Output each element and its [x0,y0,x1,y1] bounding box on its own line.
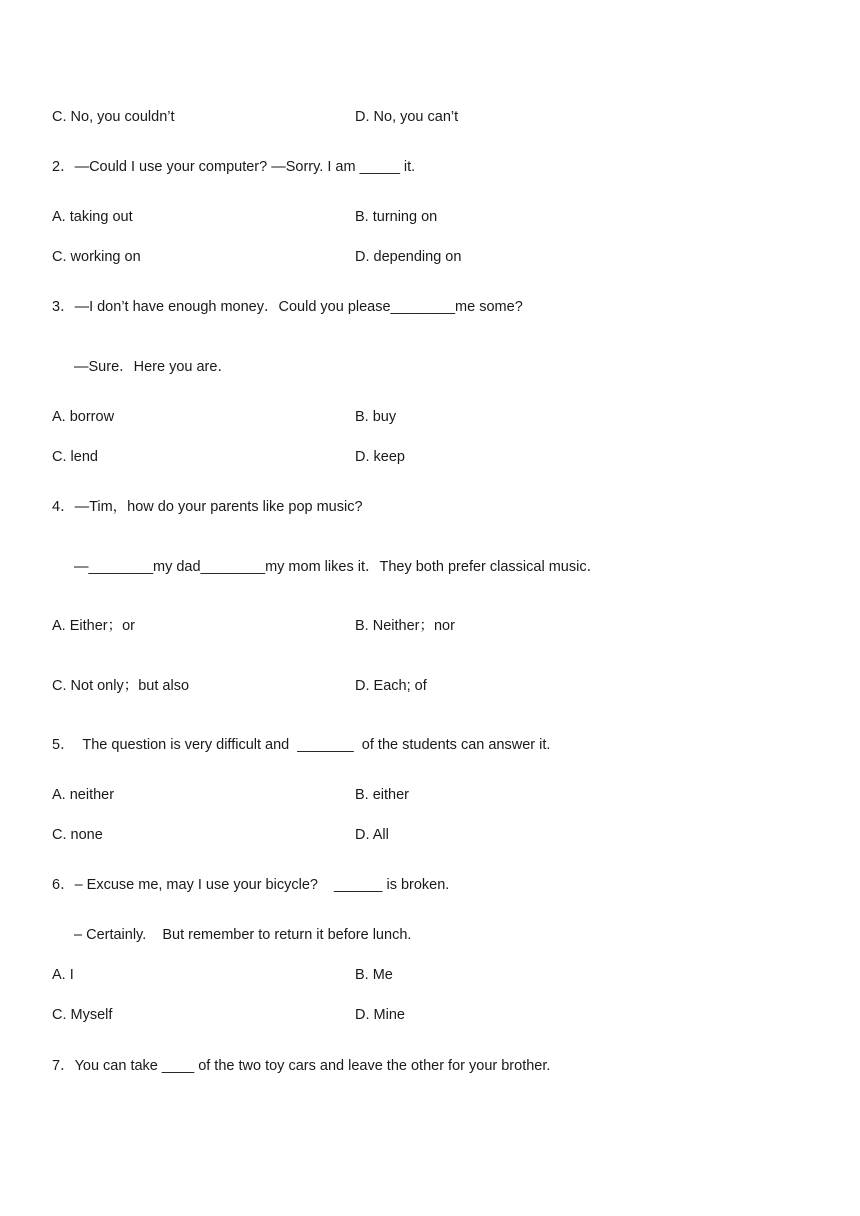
option-5b: B. either [355,787,409,803]
option-3a: A. borrow [52,409,115,425]
option-6a: A. I [52,967,74,983]
option-5a: A. neither [52,787,115,803]
question-3: 3．—I don’t have enough money．Could you please________me some? [52,299,523,315]
option-1c: C. No, you couldn’t [52,109,175,125]
option-1d: D. No, you can’t [355,109,459,125]
option-5c: C. none [52,827,103,843]
option-2a: A. taking out [52,209,133,225]
option-6d: D. Mine [355,1007,405,1023]
question-3-reply: —Sure．Here you are． [74,359,232,375]
option-2b: B. turning on [355,209,438,225]
option-3c: C. lend [52,449,98,465]
option-4d: D. Each; of [355,678,427,694]
question-6: 6．– Excuse me, may I use your bicycle? ______ is broken. [52,877,450,893]
question-4-reply: —________my dad________my mom likes it．They both prefer classical music． [74,559,602,575]
option-2d: D. depending on [355,249,462,265]
option-6c: C. Myself [52,1007,113,1023]
option-4a: A. Either；or [52,618,135,634]
question-2: 2．—Could I use your computer? —Sorry. I am _____ it. [52,159,416,175]
option-3d: D. keep [355,449,405,465]
option-3b: B. buy [355,409,397,425]
question-7: 7．You can take ____ of the two toy cars and leave the other for your brother. [52,1058,551,1074]
question-5: 5． The question is very difficult and _______ of the students can answer it. [52,737,551,753]
question-4: 4．—Tim，how do your parents like pop music? [52,499,363,515]
option-4c: C. Not only；but also [52,678,190,694]
option-4b: B. Neither；nor [355,618,455,634]
option-6b: B. Me [355,967,393,983]
question-6-reply: – Certainly. But remember to return it before lunch. [74,927,412,943]
option-2c: C. working on [52,249,141,265]
option-5d: D. All [355,827,389,843]
